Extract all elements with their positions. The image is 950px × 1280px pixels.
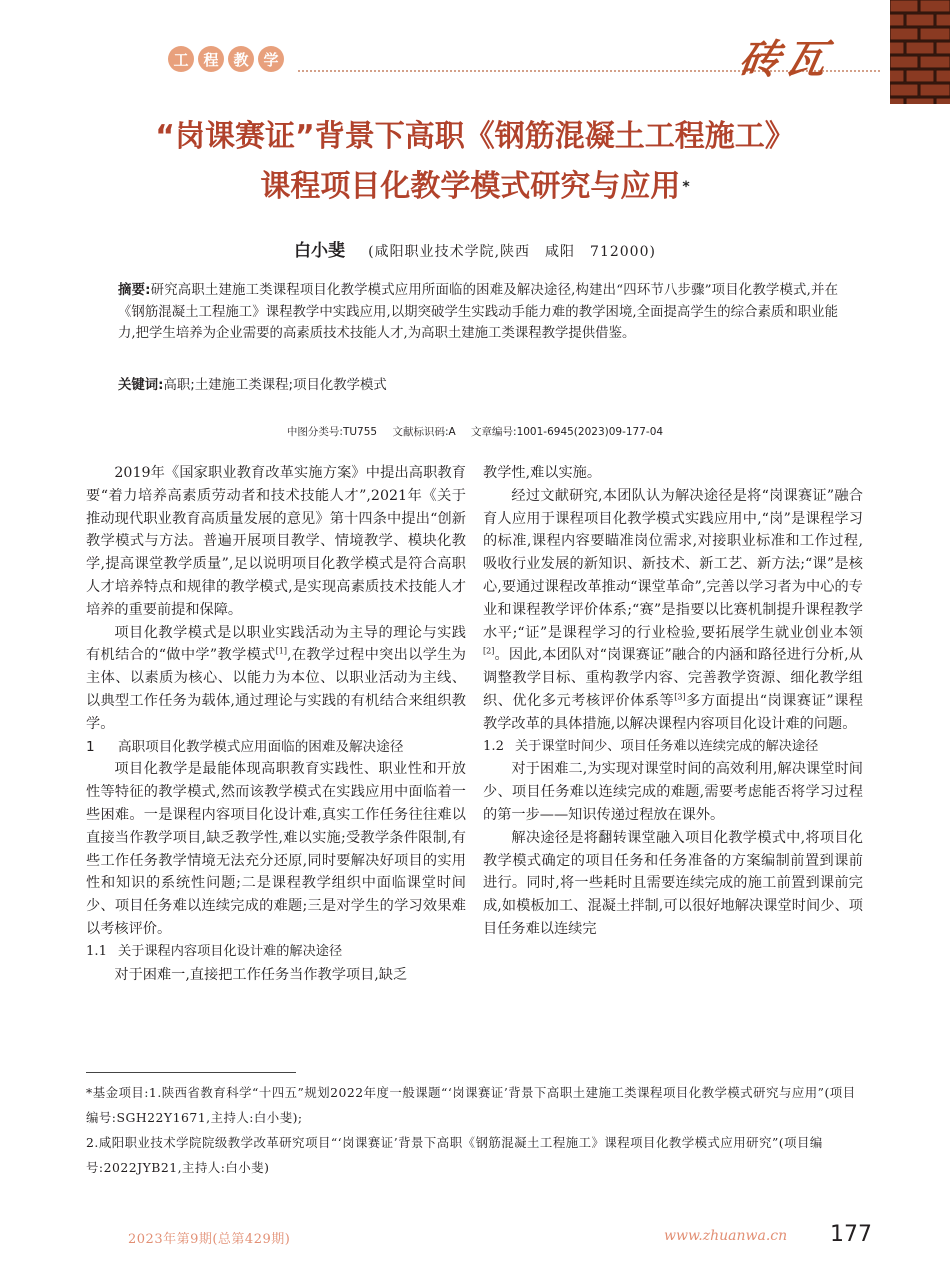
abstract bbox=[118, 280, 838, 345]
section-heading-1 bbox=[86, 736, 466, 759]
section-tag-char: 教 bbox=[228, 46, 254, 72]
heading-text: 关于课堂时间少、项目任务难以连续完成的解决途径 bbox=[515, 738, 819, 754]
classification-line bbox=[0, 424, 950, 439]
paragraph: 对于困难二,为实现对课堂时间的高效利用,解决课堂时间少、项目任务难以连续完成的难题,需要考虑能否将学习过程的第一步——知识传递过程放在课外。 bbox=[483, 761, 863, 823]
footnote-2: 2.咸阳职业技术学院院级教学改革研究项目“‘岗课赛证’背景下高职《钢筋混凝土工程施工》课程项目化教学模式应用研究”(项目编号:2022JYB21,主持人:白小斐) bbox=[86, 1135, 823, 1175]
section-heading-1-1 bbox=[86, 941, 466, 964]
author-name: 白小斐 bbox=[294, 241, 346, 261]
paragraph bbox=[483, 485, 863, 736]
clc-number: 中图分类号:TU755 bbox=[286, 426, 378, 438]
keywords-label: 关键词: bbox=[118, 378, 164, 393]
article-title-line-2 bbox=[60, 162, 890, 212]
article-number: 文章编号:1001-6945(2023)09-177-04 bbox=[471, 426, 664, 438]
heading-number: 1.2 bbox=[483, 738, 504, 754]
heading-text: 关于课程内容项目化设计难的解决途径 bbox=[118, 943, 343, 959]
brick-wall-image bbox=[890, 0, 950, 104]
footnote-rule bbox=[86, 1072, 296, 1073]
section-tag-char: 工 bbox=[168, 46, 194, 72]
journal-brand-logo: 砖瓦 bbox=[736, 36, 835, 83]
footnotes bbox=[86, 1080, 866, 1180]
paragraph-text: 。因此,本团队对“岗课赛证”融合的内涵和路径进行分析,从调整教学目标、重构教学内容、完善教学资源、细化教学组织、优化多元考核评价体系等 bbox=[483, 647, 863, 709]
paragraph-continuation: 教学性,难以实施。 bbox=[483, 465, 602, 481]
paragraph: 2019年《国家职业教育改革实施方案》中提出高职教育要“着力培养高素质劳动者和技术技能人才”,2021年《关于推动现代职业教育高质量发展的意见》第十四条中提出“创新教学模式与方法。普遍开展项目教学、情境教学、模块化教学,提高课堂教学质量”,足以说明项目化教学模式是符合高职人才培养特点和规律的教学模式,是实现高素质技术技能人才培养的重要前提和保障。 bbox=[86, 465, 466, 618]
page-number: 177 bbox=[830, 1222, 872, 1247]
citation-ref: [1] bbox=[275, 646, 288, 656]
paragraph: 项目化教学是最能体现高职教育实践性、职业性和开放性等特征的教学模式,然而该教学模式在实践应用中面临着一些困难。一是课程内容项目化设计难,真实工作任务往往难以直接当作教学项目,缺乏教学性,难以实施;受教学条件限制,有些工作任务教学情境无法充分还原,同时要解决好项目的实用性和知识的系统性问题;二是课程教学组织中面临课堂时间少、项目任务难以连续完成的难题;三是对学生的学习效果难以考核评价。 bbox=[86, 761, 466, 937]
body-column-right bbox=[483, 462, 863, 941]
citation-ref: [2] bbox=[483, 646, 495, 656]
title-text: 课程项目化教学模式研究与应用 bbox=[260, 169, 681, 204]
section-tag-char: 程 bbox=[198, 46, 224, 72]
article-title-line-1: “岗课赛证”背景下高职《钢筋混凝土工程施工》 bbox=[155, 119, 795, 154]
abstract-label: 摘要: bbox=[118, 283, 151, 298]
paragraph bbox=[86, 622, 466, 736]
section-heading-1-2 bbox=[483, 736, 863, 759]
document-code: 文献标识码:A bbox=[392, 426, 456, 438]
issue-info: 2023年第9期(总第429期) bbox=[128, 1232, 291, 1247]
citation-ref: [3] bbox=[674, 692, 686, 702]
section-tag bbox=[168, 46, 284, 72]
heading-number: 1 bbox=[86, 738, 95, 755]
body-column-left bbox=[86, 462, 466, 986]
fund-marker: * bbox=[682, 179, 690, 195]
keywords bbox=[118, 374, 838, 393]
heading-number: 1.1 bbox=[86, 943, 107, 959]
author-affiliation: (咸阳职业技术学院,陕西 咸阳 712000) bbox=[368, 244, 656, 260]
paragraph: 对于困难一,直接把工作任务当作教学项目,缺乏 bbox=[114, 966, 408, 983]
paragraph-text: 项目化教学模式是以职业实践活动为主导的理论与实践有机结合的“做中学”教学模式 bbox=[86, 624, 466, 664]
abstract-text: 研究高职土建施工类课程项目化教学模式应用所面临的困难及解决途径,构建出“四环节八步骤”项目化教学模式,并在《钢筋混凝土工程施工》课程教学中实践应用,以期突破学生实践动手能力难的教学困境,全面提高学生的综合素质和职业能力,把学生培养为企业需要的高素质技术技能人才,为高职土建施工类课程教学提供借鉴。 bbox=[118, 283, 838, 341]
keywords-text: 高职;土建施工类课程;项目化教学模式 bbox=[163, 378, 387, 393]
paragraph-text: 经过文献研究,本团队认为解决途径是将“岗课赛证”融合育人应用于课程项目化教学模式实践应用中,“岗”是课程学习的标准,课程内容要瞄准岗位需求,对接职业标准和工作过程,吸收行业发展的新知识、新技术、新工艺、新方法;“课”是核心,要通过课程改革推动“课堂革命”,完善以学习者为中心的专业和课程教学评价体系;“赛”是指要以比赛机制提升课程教学水平;“证”是课程学习的行业检验,要拓展学生就业创业本领 bbox=[483, 487, 863, 641]
heading-text: 高职项目化教学模式应用面临的困难及解决途径 bbox=[118, 738, 404, 755]
paragraph-text: 多方面提出“岗课赛证”课程教学改革的具体措施,以解决课程内容项目化设计难的问题。 bbox=[483, 692, 863, 732]
footnote-1: *基金项目:1.陕西省教育科学“十四五”规划2022年度一般课题“‘岗课赛证’背景下高职土建施工类课程项目化教学模式研究与应用”(项目编号:SGH22Y1671,主持人:白小斐); bbox=[86, 1085, 856, 1125]
author-line bbox=[0, 236, 950, 261]
journal-url[interactable]: www.zhuanwa.cn bbox=[664, 1228, 788, 1244]
section-tag-char: 学 bbox=[258, 46, 284, 72]
paragraph-text: ,在教学过程中突出以学生为主体、以素质为核心、以能力为本位、以职业活动为主线、以典型工作任务为载体,通过理论与实践的有机结合来组织教学。 bbox=[86, 647, 466, 732]
paragraph: 解决途径是将翻转课堂融入项目化教学模式中,将项目化教学模式确定的项目任务和任务准备的方案编制前置到课前进行。同时,将一些耗时且需要连续完成的施工前置到课前完成,如模板加工、混凝土拌制,可以很好地解决课堂时间少、项目任务难以连续完 bbox=[483, 829, 863, 937]
